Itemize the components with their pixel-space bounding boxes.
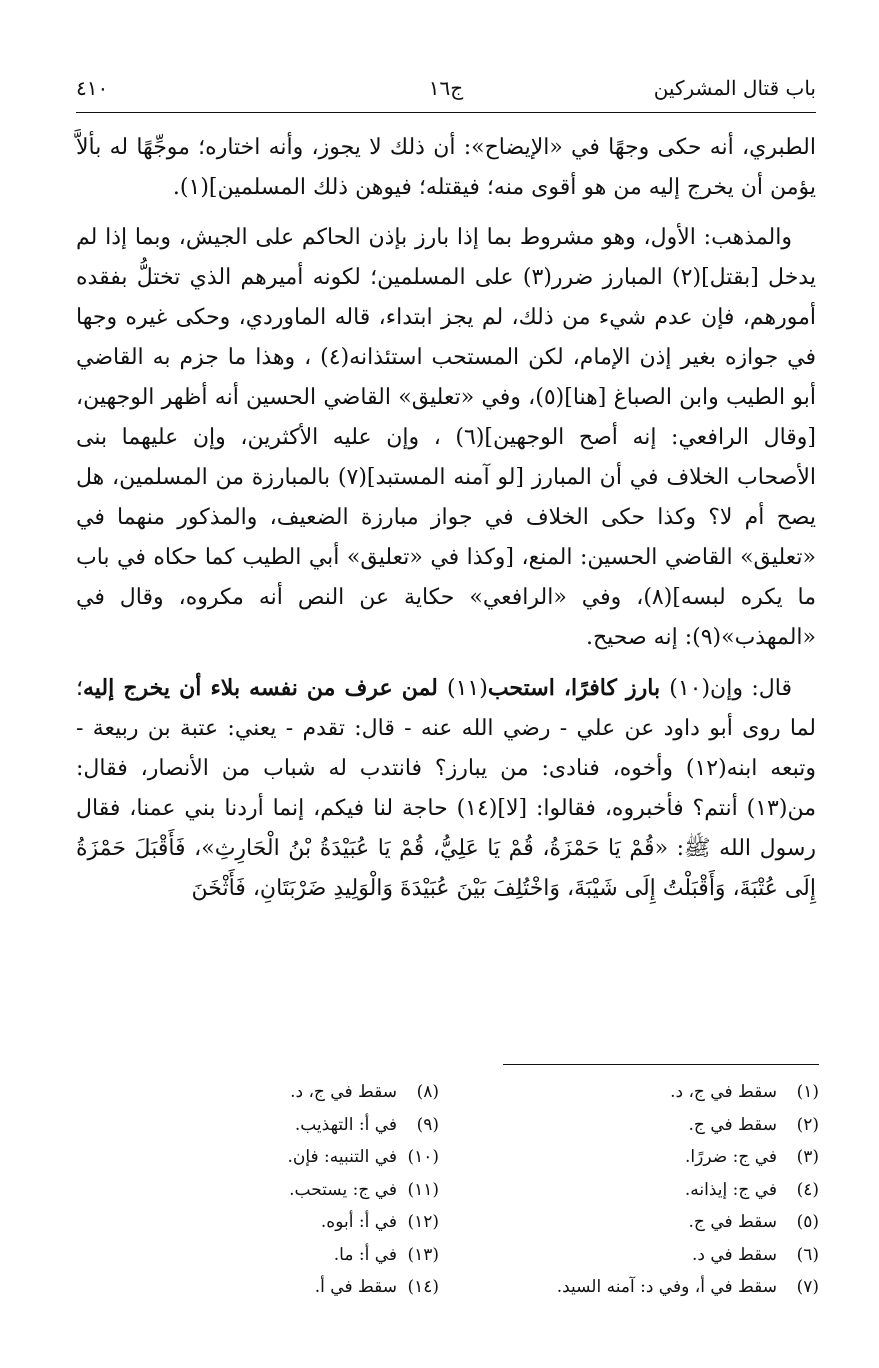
chapter-title: باب قتال المشركين: [653, 76, 816, 100]
footnote: [479, 1109, 819, 1142]
footnote-number: (٧): [796, 1277, 819, 1297]
running-header: [76, 70, 816, 108]
text-segment: بارز كافرًا، استحب: [487, 675, 670, 701]
volume-number: ج١٦: [428, 76, 464, 100]
paragraph: [76, 128, 816, 208]
footnote-number: (١): [796, 1082, 819, 1102]
footnote-number: (٨): [416, 1082, 439, 1102]
paragraph: [76, 668, 816, 909]
header-rule: [76, 112, 816, 113]
text-segment: (٨): [643, 585, 673, 610]
footnote: [99, 1271, 439, 1304]
text-segment: وأخوه، فنادى: من يبارز؟ فانتدب له شباب من الأنصار، فقال: من: [76, 756, 816, 821]
footnote: [479, 1206, 819, 1239]
footnote-text: سقط في د.: [691, 1244, 777, 1265]
text-segment: (١٠): [669, 676, 711, 701]
footnote-text: سقط في ج، د.: [290, 1082, 397, 1102]
text-segment: والمذهب: الأول، وهو مشروط بما إذا بارز بإذن الحاكم على الجيش، وبما إذا لم يدخل [بقتل]: [76, 225, 816, 290]
footnote-text: سقط في ج.: [688, 1212, 777, 1232]
text-segment: (١): [179, 175, 209, 200]
footnote-text: في أ: أبوه.: [320, 1212, 397, 1232]
text-segment: (٣): [522, 265, 552, 290]
text-segment: (١١): [446, 676, 488, 701]
footnote-text: سقط في ج.: [688, 1114, 777, 1135]
footnote-number: (١٤): [407, 1277, 439, 1297]
text-segment: حاجة لنا فيكم، إنما أردنا بني عمنا، فقال رسول الله ﷺ: «قُمْ يَا حَمْزَةُ، قُمْ يَا عَلِيُّ، قُمْ يَا عُبَيْدَةُ بْنُ الْحَارِثِ»، فَأَقْبَلَ حَمْزَةُ إِلَى عُتْبَةَ، وَأَقْبَلْتُ إِلَى شَيْبَةَ، وَاخْتُلِفَ بَيْنَ عُبَيْدَةَ وَالْوَلِيدِ ضَرْبَتَانِ، فَأَثْخَنَ: [76, 796, 816, 901]
text-segment: بالمبارزة من المسلمين، هل يصح أم لا؟ وكذا حكى الخلاف في جواز مبارزة الضعيف، والمذكور منهما في «تعليق» القاضي الحسين: المنع، [وكذا في «تعليق» أبي الطيب كما حكاه في باب ما يكره لبسه]: [76, 465, 817, 610]
text-segment: : إنه صحيح.: [585, 625, 693, 650]
text-segment: الطبري، أنه حكى وجهًا في «الإيضاح»: أن ذلك لا يجوز، وأنه اختاره؛ موجِّهًا له بألاَّ يؤمن أن يخرج إليه من هو أقوى منه؛ فيقتله؛ فيوهن ذلك المسلمين]: [76, 135, 816, 200]
text-segment: (١٢): [685, 756, 727, 781]
paragraph: [76, 218, 816, 658]
footnote-text: سقط في أ.: [314, 1277, 397, 1297]
footnote: [99, 1141, 439, 1174]
footnote-number: (٣): [796, 1147, 819, 1167]
text-segment: ، وفي «تعليق» القاضي الحسين أنه أظهر الوجهين، [وقال الرافعي: إنه أصح الوجهين]: [76, 385, 816, 450]
footnote: [479, 1271, 819, 1304]
footnote-text: سقط في ج، د.: [670, 1082, 777, 1102]
text-segment: (٩): [692, 625, 722, 650]
footnote: [99, 1239, 439, 1272]
footnote: [99, 1076, 439, 1109]
text-segment: (٢): [672, 265, 702, 290]
text-segment: ، وهذا ما جزم به القاضي أبو الطيب وابن الصباغ [هنا]: [76, 345, 816, 410]
footnote-text: في ج: يستحب.: [289, 1179, 397, 1200]
footnote: [479, 1141, 819, 1174]
footnote-number: (٤): [796, 1179, 819, 1200]
footnote-text: في أ: التهذيب.: [294, 1114, 397, 1135]
text-segment: (٥): [535, 385, 565, 410]
text-segment: .: [172, 175, 180, 200]
footnote: [99, 1206, 439, 1239]
footnote-text: في ج: ضررًا.: [685, 1147, 777, 1167]
footnote: [99, 1109, 439, 1142]
footnote: [99, 1174, 439, 1207]
footnote-text: في أ: ما.: [333, 1244, 397, 1265]
footnote-number: (١٢): [407, 1212, 439, 1232]
text-segment: ، وإن عليه الأكثرين، وإن عليهما بنى الأصحاب الخلاف في أن المبارز [لو آمنه المستبد]: [76, 425, 816, 490]
footnote-text: سقط في أ، وفي د: آمنه السيد.: [556, 1277, 777, 1297]
footnote-number: (٥): [796, 1212, 819, 1232]
footnote-number: (٦): [796, 1244, 819, 1265]
footnotes-left-column: [99, 1076, 439, 1304]
footnote: [479, 1239, 819, 1272]
text-segment: على المسلمين؛ لكونه أميرهم الذي تختلُّ بفقده أمورهم، فإن عدم شيء من ذلك، لم يجز ابتداء، قاله الماوردي، وحكى غيره وجها في جوازه بغير إذن الإمام، لكن المستحب استئذانه: [76, 265, 816, 370]
footnote-number: (١١): [407, 1179, 439, 1200]
footnote: [479, 1076, 819, 1109]
footnote-number: (١٠): [407, 1147, 439, 1167]
text-segment: ؛ لما روى أبو داود عن علي - رضي الله عنه - قال: تقدم - يعني: عتبة بن ربيعة - وتبعه ابنه: [76, 676, 816, 781]
footnotes-right-column: [479, 1076, 819, 1304]
text-segment: أنتم؟ فأخبروه، فقالوا: [لا]: [497, 796, 747, 821]
footnote-rule: [503, 1064, 819, 1065]
footnote-text: في التنبيه: فإن.: [287, 1147, 397, 1167]
text-segment: (٧): [337, 465, 367, 490]
text-segment: المبارز ضرر: [551, 265, 673, 290]
text-segment: (١٤): [456, 796, 498, 821]
text-segment: لمن عرف من نفسه بلاء أن يخرج إليه: [83, 675, 447, 701]
text-segment: (٤): [320, 345, 350, 370]
footnote-number: (٩): [416, 1114, 439, 1135]
text-segment: ، وفي «الرافعي» حكاية عن النص أنه مكروه، وقال في «المهذب»: [76, 585, 816, 650]
footnote-number: (١٣): [407, 1244, 439, 1265]
footnote-text: في ج: إيذانه.: [684, 1179, 777, 1200]
footnote-number: (٢): [796, 1114, 819, 1135]
text-segment: قال: وإن: [710, 676, 792, 701]
text-segment: (٦): [455, 425, 485, 450]
footnote: [479, 1174, 819, 1207]
main-text: [76, 128, 816, 919]
page-number: ٤١٠: [76, 76, 109, 100]
text-segment: (١٣): [746, 796, 788, 821]
